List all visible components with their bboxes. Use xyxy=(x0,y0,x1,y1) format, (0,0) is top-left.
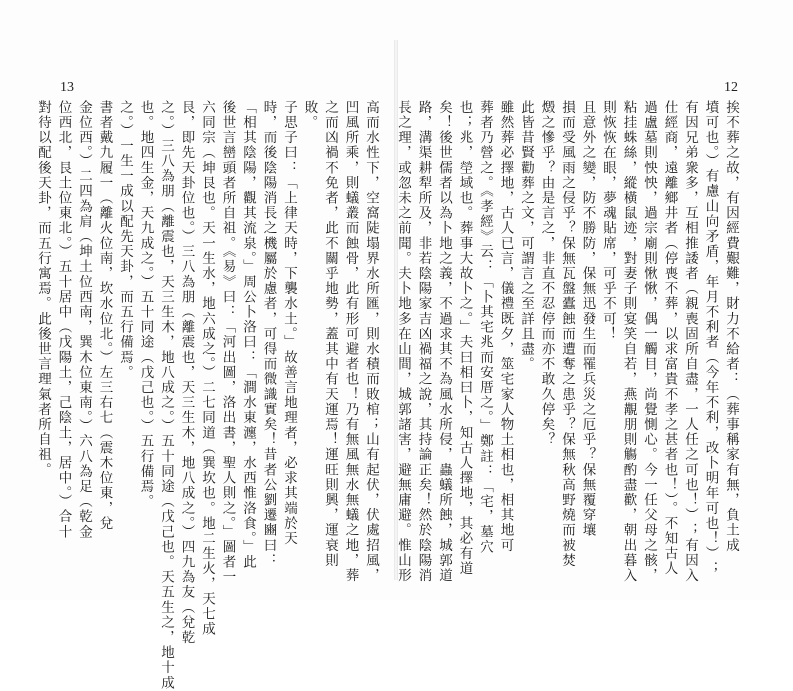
text-column: 挨不葬之故，有因經費艱難，財力不給者：（葬事稱家有無，負土成 xyxy=(723,100,739,553)
text-column: 墳可也。）有慮山向矛盾，年月不利者（今年不利，改卜明年可也！）； xyxy=(702,100,719,577)
text-column: 位西北，艮土位東北。）五十居中（戊陽土，己陰土，居中。）合十 xyxy=(55,100,72,540)
left-page-text xyxy=(35,100,379,691)
text-column: 也。地四生金，天九成之。）五十同途（戊己也。）五行備焉。 xyxy=(137,100,154,510)
text-column: 雖然葬必擇地，古人已言，儀禮既夕，筮宅家人物土相也，相其地可 xyxy=(497,100,514,553)
left-page-number: 13 xyxy=(60,80,74,95)
text-column: 葬者乃營之。《孝經》云：「卜其宅兆而安厝之。」鄭註：「宅，墓穴 xyxy=(477,100,493,555)
text-column: 且意外之變，防不勝防，保無迅發生而罹兵災之厄乎？保無覆穿壤 xyxy=(579,100,596,538)
right-page-text xyxy=(395,100,739,584)
text-column: 時，而後陰陽消長之機屬於慮者，可得而微識實矣！昔者公劉遷豳曰： xyxy=(260,100,277,569)
text-column: 金位西。）二四為肩（坤土位西南，巽木位東南。）六八為足（乾金 xyxy=(76,100,92,540)
text-column: 之。）三八為朋（離震也，天三生木，地八成之。）五十同途（戊己也。天五生之，地十成 xyxy=(158,100,174,691)
left-page xyxy=(0,0,395,691)
text-column: 矣！後世儒者以為卜地之義，不過求其不為風水所侵，蟲蟻所蝕，城郭道 xyxy=(436,100,452,584)
text-column: 長之理，或忽未之前聞。夫卜地多在山間，城郭諸害，避無庸避。惟山形 xyxy=(395,100,411,584)
text-column: 路，溝渠耕犁所及，非若陰陽家吉凶禍福之說，其持論正矣！然於陰陽消 xyxy=(415,100,432,584)
text-column: 有因兄弟衆多，互相推諉者（親喪固所自盡，一人任之可也！）；有因入 xyxy=(682,100,698,584)
text-column: 也；兆，塋域也。葬事大故卜之。」夫曰相曰卜，知古人擇地，其必有道 xyxy=(456,100,473,577)
right-page-number: 12 xyxy=(724,80,738,95)
text-column: 此皆昔賢勸葬之文，可謂言之至詳且盡。 xyxy=(518,100,534,372)
right-page xyxy=(395,0,793,600)
text-column: 後世言巒頭者所自祖。《易》曰：「河出圖，洛出書，聖人則之。」圖者一 xyxy=(219,100,236,585)
text-column: 仕經商，遠離鄉井者（停喪不葬，以求富貴不孝之甚者也！）。不知古人 xyxy=(661,100,678,577)
text-column: 書者戴九履一（離火位南，坎水位北。）左三右七（震木位東，兌 xyxy=(96,100,113,532)
text-column: 粘挂蛛絲，縱橫鼠迹，對妻子則宴笑自若，燕覯朋則觴酌盡歡，朝出暮入 xyxy=(620,100,637,584)
text-column: 「相其陰陽，觀其流泉。」周公卜洛曰：「澗水東瀍，水西惟洛食。」此 xyxy=(240,100,256,570)
text-column: 過盧墓則怏怏，過宗廟則愀愀，偶一觸目，尚覺惻心。今一任父母之骸， xyxy=(641,100,657,584)
text-column: 六同宗（坤艮也。天一生水，地六成之。）二七同道（巽坎也。地二生火，天七成 xyxy=(199,100,215,637)
text-column: 高而水性下，空窩陡塌界水所匯，則水積而敗棺；山有起伏，伏處招風， xyxy=(363,100,379,584)
text-column: 之。）一生一成以配先天卦，而五行備焉。 xyxy=(117,100,133,381)
text-column: 損而受風雨之侵乎？保無瓦盤蠹蝕而遭奪之患乎？保無秋高野燒而被焚 xyxy=(559,100,575,569)
text-column: 對待以配後天卦，而五行寓焉。此後世言理氣者所自祖。 xyxy=(35,100,51,478)
text-column: 艮，即先天卦位也。）三八為朋（離震也，天三生木，地八成之。）四九為友（兌乾 xyxy=(178,100,195,646)
text-column: 子思子曰：「上律天時，下襲水土。」故善言地理者，必求其端於天 xyxy=(281,100,297,547)
text-column: 燬之慘乎？由是言之，非直不忍停而亦不敢久停矣？ xyxy=(538,100,555,448)
text-column: 敗。 xyxy=(301,100,318,131)
text-column: 之而凶禍不免者，此不關乎地勢，蓋其中有天運焉！運旺則興，運衰則 xyxy=(322,100,338,569)
text-column: 凹風所乘，則蟻叢而蝕骨，此有形可避者也！乃有無風無水無蟻之地，葬 xyxy=(342,100,359,584)
text-column: 則恢恢在眼，夢魂貼席，可乎不可！ xyxy=(600,100,616,342)
